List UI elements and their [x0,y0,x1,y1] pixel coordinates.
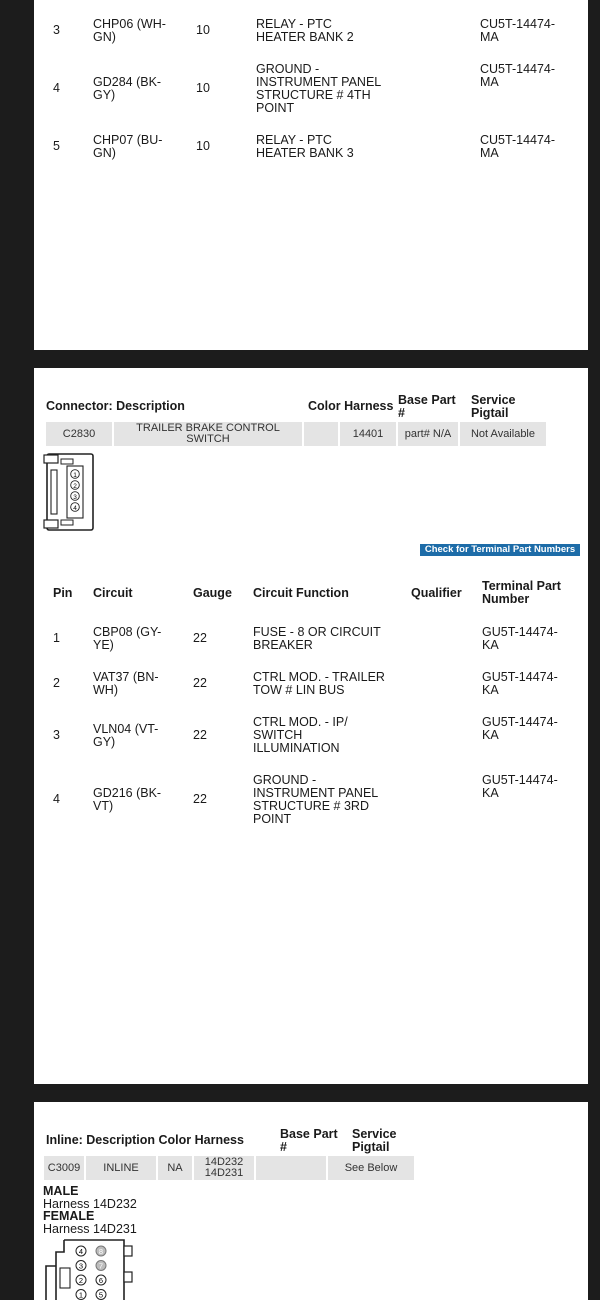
female-harness-label: Harness 14D231 [43,1221,137,1236]
terminal-cell: GU5T-14474- KA [482,715,558,742]
connector-pin-4 [71,503,80,512]
circuit-cell: CHP06 (WH- GN) [93,17,166,44]
qualifier-header: Qualifier [411,586,462,600]
pin-cell: 3 [53,23,60,37]
connector-pin-4 [76,1246,86,1256]
terminal-cell: CU5T-14474- MA [480,133,556,160]
function-cell: GROUND - INSTRUMENT PANEL STRUCTURE # 3RD POINT [253,773,379,826]
function-cell: GROUND - INSTRUMENT PANEL STRUCTURE # 4TH POINT [256,62,382,115]
male-label: MALE [43,1184,79,1198]
connector-pin-1 [76,1290,86,1300]
connector-pin-1 [71,470,80,479]
terminal-cell: CU5T-14474- MA [480,17,556,44]
pin-cell: 4 [53,792,60,806]
base-part-header: Base Part # [280,1127,338,1154]
circuit-cell: VLN04 (VT- GY) [93,722,159,749]
inline-base-part [256,1156,326,1180]
svg-text:3: 3 [73,493,77,501]
circuit-cell: VAT37 (BN- WH) [93,670,159,697]
terminal-part-number-header: Terminal Part Number [482,579,561,606]
connector-info-bar [46,422,546,446]
gauge-cell: 22 [193,676,207,690]
circuit-cell: GD216 (BK- VT) [93,786,162,813]
female-label: FEMALE [43,1209,95,1223]
function-cell: CTRL MOD. - IP/ SWITCH ILLUMINATION [253,715,348,755]
circuit-function-header: Circuit Function [253,586,349,600]
function-cell: RELAY - PTC HEATER BANK 3 [256,133,354,160]
gauge-cell: 10 [196,139,210,153]
pin-header: Pin [53,586,73,600]
svg-text:8: 8 [98,1247,104,1256]
check-terminal-part-numbers-button[interactable]: Check for Terminal Part Numbers [420,544,580,556]
pin-cell: 1 [53,631,60,645]
male-female-legend [43,1185,137,1235]
terminal-cell: GU5T-14474- KA [482,773,558,800]
svg-text:3: 3 [78,1261,84,1271]
connector-face-diagram [43,452,99,534]
terminal-cell: GU5T-14474- KA [482,625,558,652]
connector-pin-5 [96,1290,106,1300]
color-harness-header: Color Harness [308,399,394,413]
connector-pin-2 [71,481,80,490]
inline-color: NA [158,1156,192,1180]
svg-text:1: 1 [73,471,77,479]
base-part-header: Base Part # [398,393,456,420]
svg-text:5: 5 [98,1290,104,1300]
svg-text:7: 7 [98,1261,104,1271]
terminal-cell: GU5T-14474- KA [482,670,558,697]
service-pigtail-header: Service Pigtail [352,1127,397,1154]
terminal-cell: CU5T-14474- MA [480,62,556,89]
connector-pin-2 [76,1275,86,1285]
connector-pin-3 [76,1261,86,1271]
connector-pin-6 [96,1275,106,1285]
connector-pin-8 [96,1246,106,1256]
gauge-cell: 22 [193,792,207,806]
inline-id: C3009 [44,1156,84,1180]
inline-harness: 14D232 14D231 [194,1156,254,1180]
connector-description: TRAILER BRAKE CONTROL SWITCH [114,422,302,446]
pin-cell: 2 [53,676,60,690]
connector-pin-3 [71,492,80,501]
gauge-header: Gauge [193,586,232,600]
svg-text:4: 4 [73,504,77,512]
circuit-cell: CBP08 (GY- YE) [93,625,162,652]
function-cell: FUSE - 8 OR CIRCUIT BREAKER [253,625,381,652]
function-cell: RELAY - PTC HEATER BANK 2 [256,17,354,44]
gauge-cell: 10 [196,81,210,95]
inline-connector-diagram [42,1238,138,1300]
connector-panel-top [34,0,588,350]
circuit-cell: GD284 (BK- GY) [93,75,162,102]
svg-text:4: 4 [78,1247,84,1256]
inline-service-pigtail: See Below [328,1156,414,1180]
function-cell: CTRL MOD. - TRAILER TOW # LIN BUS [253,670,385,697]
gauge-cell: 10 [196,23,210,37]
inline-description-header: Inline: Description Color Harness [46,1133,244,1147]
connector-color [304,422,338,446]
inline-description: INLINE [86,1156,156,1180]
svg-text:2: 2 [73,482,77,490]
connector-service-pigtail: Not Available [460,422,546,446]
connector-panel-c2830 [34,368,588,1084]
circuit-header: Circuit [93,586,133,600]
svg-text:2: 2 [78,1276,84,1285]
inline-info-bar [44,1156,414,1180]
connector-harness: 14401 [340,422,396,446]
connector-base-part: part# N/A [398,422,458,446]
pin-cell: 4 [53,81,60,95]
circuit-cell: CHP07 (BU- GN) [93,133,163,160]
connector-id: C2830 [46,422,112,446]
pin-cell: 5 [53,139,60,153]
connector-pin-7 [96,1261,106,1271]
svg-text:6: 6 [98,1276,104,1285]
service-pigtail-header: Service Pigtail [471,393,516,420]
male-harness-label: Harness 14D232 [43,1196,137,1211]
pin-cell: 3 [53,728,60,742]
svg-text:1: 1 [78,1290,84,1300]
inline-panel-c3009 [34,1102,588,1300]
gauge-cell: 22 [193,728,207,742]
connector-description-header: Connector: Description [46,399,185,413]
gauge-cell: 22 [193,631,207,645]
